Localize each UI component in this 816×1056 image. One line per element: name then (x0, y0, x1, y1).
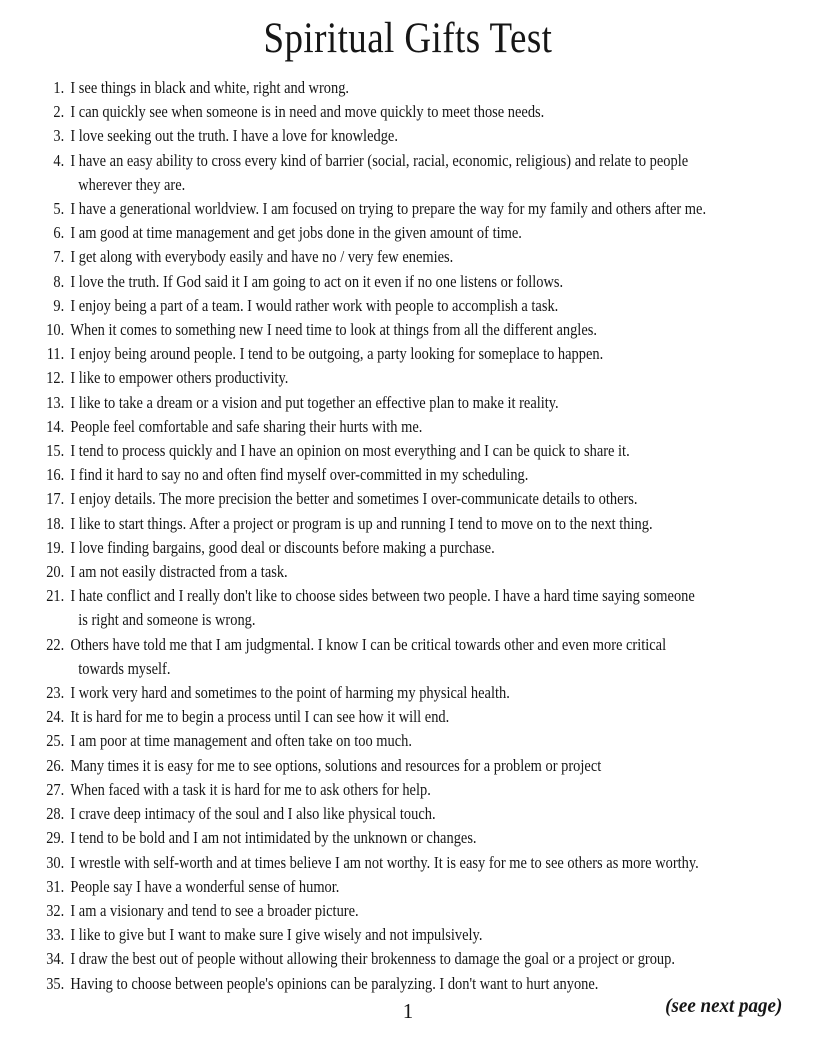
question-text-line: I like to give but I want to make sure I give wisely and not impulsively. (70, 925, 483, 945)
question-text (70, 197, 706, 221)
question-number: 26. (46, 755, 65, 775)
question-text (70, 972, 598, 996)
question-number: 12. (46, 368, 65, 388)
question-text (70, 221, 521, 245)
question-number: 2. (53, 102, 65, 122)
question-item (38, 875, 706, 899)
question-item (38, 124, 706, 148)
question-text (70, 778, 430, 802)
question-text-continuation-line: towards myself. (78, 658, 171, 678)
question-text (70, 512, 652, 536)
question-text-line: People say I have a wonderful sense of humor. (70, 876, 340, 896)
question-text (70, 149, 688, 197)
question-text (70, 802, 435, 826)
question-number: 28. (46, 804, 65, 824)
question-number: 33. (46, 925, 65, 945)
question-text-line: People feel comfortable and safe sharing their hurts with me. (70, 416, 423, 436)
question-item (38, 221, 706, 245)
question-number: 32. (46, 900, 65, 920)
question-item (38, 972, 706, 996)
question-number: 27. (46, 779, 65, 799)
question-item (38, 729, 706, 753)
question-number: 6. (53, 223, 65, 243)
question-text-line: It is hard for me to begin a process until I can see how it will end. (70, 707, 450, 727)
question-item (38, 584, 706, 632)
question-number: 17. (46, 489, 65, 509)
question-number: 18. (46, 513, 65, 533)
question-item (38, 899, 706, 923)
question-number: 9. (53, 295, 65, 315)
question-item (38, 149, 706, 197)
question-text-line: I see things in black and white, right and wrong. (70, 78, 350, 97)
question-item (38, 342, 706, 366)
question-item (38, 851, 706, 875)
question-item (38, 802, 706, 826)
question-text-line: Others have told me that I am judgmental. I know I can be critical towards other and even more critical (70, 634, 667, 654)
question-item (38, 560, 706, 584)
question-number: 14. (46, 416, 65, 436)
question-text-line: I enjoy being a part of a team. I would rather work with people to accomplish a task. (70, 295, 559, 315)
question-list (38, 76, 706, 996)
question-text-line: I love the truth. If God said it I am going to act on it even if no one listens or follows. (70, 271, 564, 291)
question-item (38, 100, 706, 124)
question-text-line: I can quickly see when someone is in need and move quickly to meet those needs. (70, 102, 545, 122)
question-number: 20. (46, 562, 65, 582)
question-text-continuation-line: wherever they are. (78, 174, 186, 194)
question-text (70, 439, 629, 463)
question-text (70, 391, 558, 415)
question-text (70, 947, 675, 971)
question-number: 35. (46, 973, 65, 993)
question-text (70, 100, 544, 124)
question-number: 25. (46, 731, 65, 751)
question-item (38, 681, 706, 705)
question-item (38, 245, 706, 269)
question-item (38, 463, 706, 487)
question-text-line: I hate conflict and I really don't like to choose sides between two people. I have a hard time saying someone (70, 586, 695, 606)
question-number: 22. (46, 634, 65, 654)
question-text-line: I get along with everybody easily and have no / very few enemies. (70, 247, 454, 267)
question-item (38, 947, 706, 971)
question-item (38, 366, 706, 390)
question-number: 4. (53, 150, 65, 170)
question-text-line: I am a visionary and tend to see a broader picture. (70, 900, 359, 920)
question-number: 21. (46, 586, 65, 606)
question-text-line: I am good at time management and get jobs done in the given amount of time. (70, 223, 522, 243)
question-text-line: I draw the best out of people without allowing their brokenness to damage the goal or a project or group. (70, 949, 675, 969)
question-text (70, 487, 637, 511)
question-item (38, 318, 706, 342)
question-number: 11. (46, 344, 65, 364)
question-item (38, 197, 706, 221)
question-item (38, 754, 706, 778)
question-item (38, 778, 706, 802)
question-item (38, 923, 706, 947)
question-item (38, 270, 706, 294)
question-text-line: When faced with a task it is hard for me to ask others for help. (70, 779, 431, 799)
question-text-line: I have an easy ability to cross every kind of barrier (social, racial, economic, religious) and relate to people (70, 150, 689, 170)
question-text-line: I like to empower others productivity. (70, 368, 289, 388)
question-number: 5. (53, 199, 65, 219)
question-number: 30. (46, 852, 65, 872)
question-text (70, 560, 287, 584)
question-number: 7. (53, 247, 65, 267)
question-text (70, 366, 288, 390)
question-text (70, 584, 694, 632)
see-next-page-note: (see next page) (664, 995, 782, 1017)
question-text-line: Having to choose between people's opinions can be paralyzing. I don't want to hurt anyone. (70, 973, 599, 993)
question-text-line: I crave deep intimacy of the soul and I also like physical touch. (70, 804, 436, 824)
question-text-line: I have a generational worldview. I am focused on trying to prepare the way for my family and others after me. (70, 199, 707, 219)
question-item (38, 76, 706, 100)
question-text-line: I am poor at time management and often take on too much. (70, 731, 412, 751)
question-number: 23. (46, 683, 65, 703)
question-number: 19. (46, 537, 65, 557)
question-text-line: I tend to process quickly and I have an opinion on most everything and I can be quick to share it. (70, 441, 630, 461)
question-item (38, 439, 706, 463)
page-number: 1 (402, 999, 414, 1023)
question-text-line: I tend to be bold and I am not intimidated by the unknown or changes. (70, 828, 477, 848)
question-item (38, 536, 706, 560)
question-text (70, 536, 494, 560)
question-item (38, 705, 706, 729)
question-text-line: I enjoy being around people. I tend to be outgoing, a party looking for someplace to happen. (70, 344, 604, 364)
question-text (70, 633, 666, 681)
question-text (70, 463, 528, 487)
question-text-line: I am not easily distracted from a task. (70, 562, 288, 582)
page-title-text: Spiritual Gifts Test (263, 15, 553, 62)
question-item (38, 633, 706, 681)
question-text (70, 270, 563, 294)
question-text (70, 729, 412, 753)
question-text (70, 318, 597, 342)
question-text-line: I like to start things. After a project or program is up and running I tend to move on to the next thing. (70, 513, 653, 533)
page-title (0, 0, 816, 64)
question-text (70, 245, 453, 269)
question-number: 29. (46, 828, 65, 848)
question-text-line: When it comes to something new I need time to look at things from all the different angles. (70, 320, 597, 340)
question-number: 10. (46, 320, 65, 340)
question-text-line: I find it hard to say no and often find myself over-committed in my scheduling. (70, 465, 529, 485)
question-text-line: I like to take a dream or a vision and put together an effective plan to make it reality. (70, 392, 559, 412)
question-text (70, 705, 449, 729)
question-number: 34. (46, 949, 65, 969)
question-text (70, 826, 476, 850)
question-number: 31. (46, 876, 65, 896)
question-number: 24. (46, 707, 65, 727)
question-item (38, 415, 706, 439)
question-item (38, 487, 706, 511)
question-text-continuation-line: is right and someone is wrong. (78, 610, 256, 630)
question-text-line: I enjoy details. The more precision the better and sometimes I over-communicate details to others. (70, 489, 638, 509)
question-number: 15. (46, 441, 65, 461)
question-text-line: I love finding bargains, good deal or discounts before making a purchase. (70, 537, 495, 557)
question-number: 8. (53, 271, 65, 291)
question-text (70, 76, 349, 100)
question-item (38, 294, 706, 318)
question-text (70, 754, 601, 778)
question-text (70, 851, 698, 875)
question-text (70, 294, 558, 318)
question-text-line: I work very hard and sometimes to the point of harming my physical health. (70, 683, 510, 703)
question-text (70, 875, 339, 899)
question-item (38, 512, 706, 536)
question-text (70, 415, 422, 439)
question-number: 13. (46, 392, 65, 412)
question-text (70, 923, 482, 947)
question-text-line: I wrestle with self-worth and at times believe I am not worthy. It is easy for me to see others as more worthy. (70, 852, 699, 872)
question-text (70, 124, 398, 148)
question-text (70, 342, 603, 366)
question-text (70, 899, 358, 923)
question-text-line: Many times it is easy for me to see options, solutions and resources for a problem or project (70, 755, 602, 775)
question-text (70, 681, 509, 705)
question-number: 3. (53, 126, 65, 146)
question-text-line: I love seeking out the truth. I have a love for knowledge. (70, 126, 398, 146)
question-item (38, 826, 706, 850)
question-item (38, 391, 706, 415)
question-number: 1. (53, 78, 65, 97)
question-number: 16. (46, 465, 65, 485)
